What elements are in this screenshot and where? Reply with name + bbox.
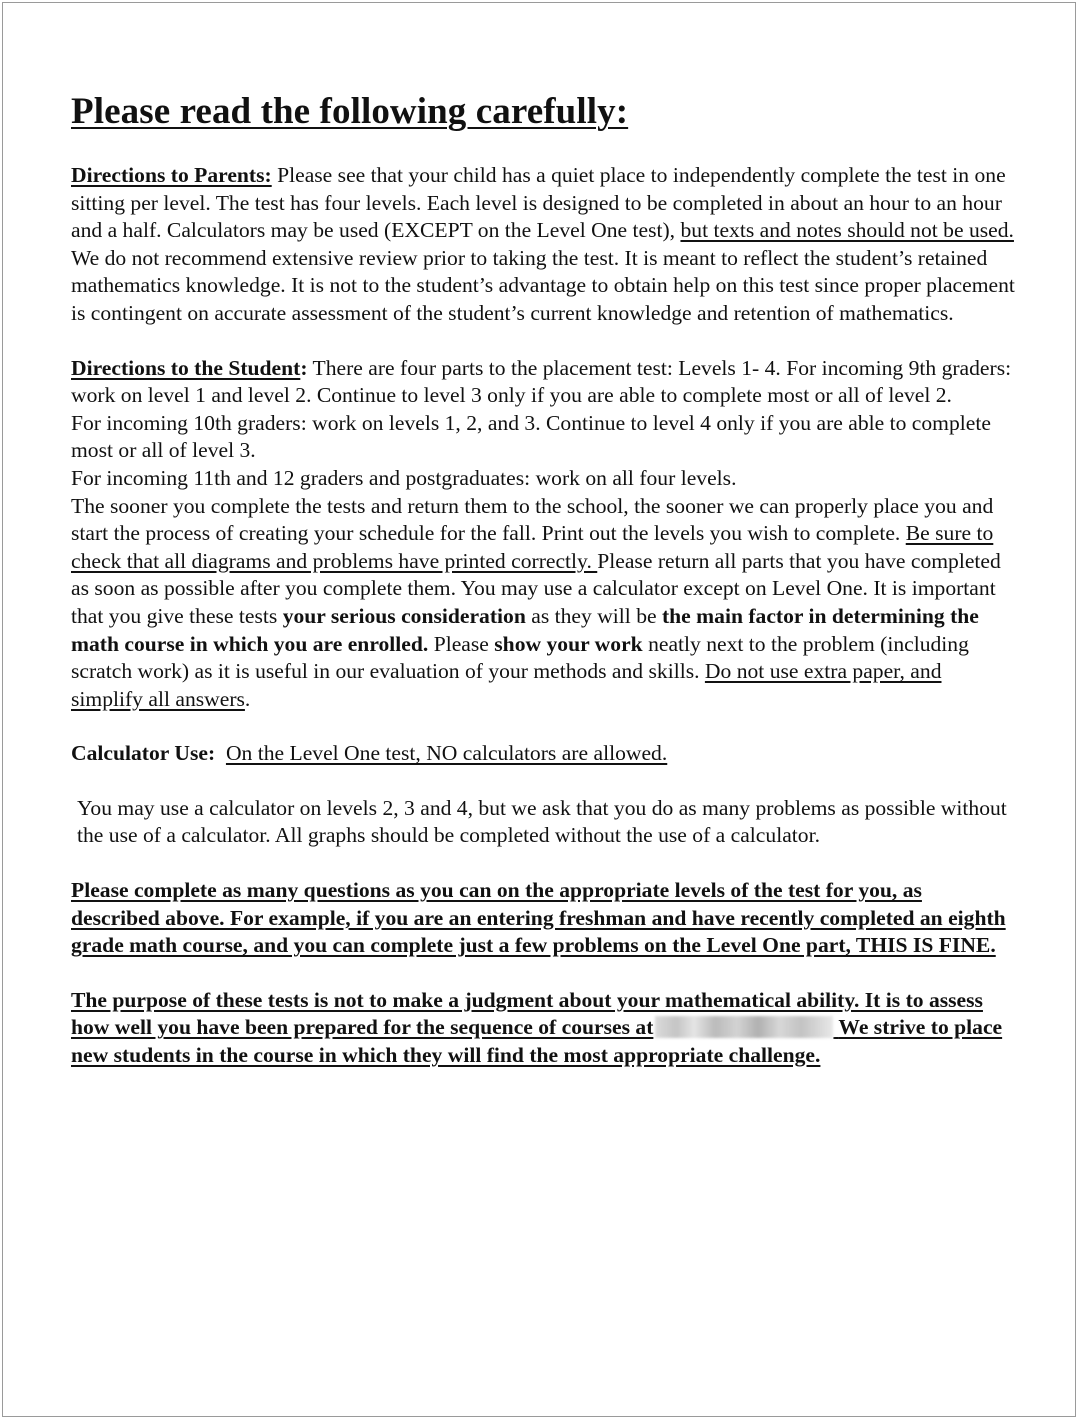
- student-text-end: .: [244, 686, 251, 711]
- student-text-d: Please: [428, 631, 495, 656]
- no-extra-paper-note: Do not use extra paper, and simplify all answers: [71, 659, 942, 711]
- parents-directions: [71, 162, 1016, 328]
- calculator-label: Calculator Use:: [71, 741, 216, 766]
- student-directions: [71, 355, 1016, 410]
- student-heading-colon: :: [300, 355, 308, 380]
- purpose-text-before: The purpose of these tests is not to make a judgment about your mathematical ability. It is to assess how well you have been prepared for the sequence of courses at: [71, 987, 983, 1040]
- parents-text-1: Please see that your child has a quiet place to independently complete the test in one sitting per level. The test has four levels. Each level is designed to be completed in about an hour to an hour and a half. Calculators may be used (EXCEPT on the Level One test),: [71, 163, 1006, 243]
- calculator-detail: You may use a calculator on levels 2, 3 and 4, but we ask that you do as many problems as possible without the use of a calculator. All graphs should be completed without the use of a calculator.: [77, 795, 1007, 848]
- student-text-c: as they will be: [525, 603, 662, 628]
- student-instructions: [71, 493, 1016, 714]
- student-text-a: The sooner you complete the tests and return them to the school, the sooner we can properly place you and start the process of creating your schedule for the fall. Print out the levels you wish to complete.: [71, 493, 994, 546]
- complete-questions-notice: Please complete as many questions as you can on the appropriate levels of the test for you, as described above. For example, if you are an entering freshman and have recently completed an eighth grade math course, and you can complete just a few problems on the Level One part, THIS IS FINE.: [71, 878, 1006, 958]
- student-heading: Directions to the Student: [71, 355, 301, 380]
- student-tenth-graders: For incoming 10th graders: work on levels 1, 2, and 3. Continue to level 4 only if you are able to complete most or all of level 3.: [71, 410, 991, 463]
- student-eleventh-graders: For incoming 11th and 12 graders and postgraduates: work on all four levels.: [71, 465, 737, 490]
- show-work-note: show your work: [494, 631, 643, 656]
- calculator-rule: On the Level One test, NO calculators are allowed.: [225, 741, 668, 766]
- main-factor-note: the main factor in determining the math course in which you are enrolled.: [71, 603, 979, 656]
- purpose-notice: [71, 987, 1016, 1070]
- student-intro: There are four parts to the placement test: Levels 1- 4. For incoming 9th graders: work on level 1 and level 2. Continue to level 3 only if you are able to complete most or all of level 2.: [71, 355, 1012, 408]
- check-printing-note: Be sure to check that all diagrams and problems have printed correctly.: [71, 521, 994, 573]
- parents-no-notes: but texts and notes should not be used.: [680, 218, 1014, 243]
- parents-heading: Directions to Parents:: [71, 163, 272, 187]
- serious-consideration: your serious consideration: [282, 603, 526, 628]
- parents-text-2: We do not recommend extensive review prior to taking the test. It is meant to reflect the student’s retained mathematics knowledge. It is not to the student’s advantage to obtain help on this test since proper placement is contingent on accurate assessment of the student’s current knowledge and retention of mathematics.: [71, 245, 1015, 325]
- redacted-school-name: [655, 1016, 833, 1038]
- student-text-b: Please return all parts that you have completed as soon as possible after you complete them. You may use a calculator except on Level One. It is important that you give these tests: [71, 548, 1001, 628]
- document-body: [71, 88, 1016, 1070]
- page-title: Please read the following carefully:: [71, 91, 629, 132]
- calculator-use: [71, 740, 1016, 768]
- student-text-e: neatly next to the problem (including scratch work) as it is useful in our evaluation of your methods and skills.: [71, 631, 969, 684]
- purpose-text-after: We strive to place new students in the course in which they will find the most appropriate challenge.: [71, 1015, 1003, 1068]
